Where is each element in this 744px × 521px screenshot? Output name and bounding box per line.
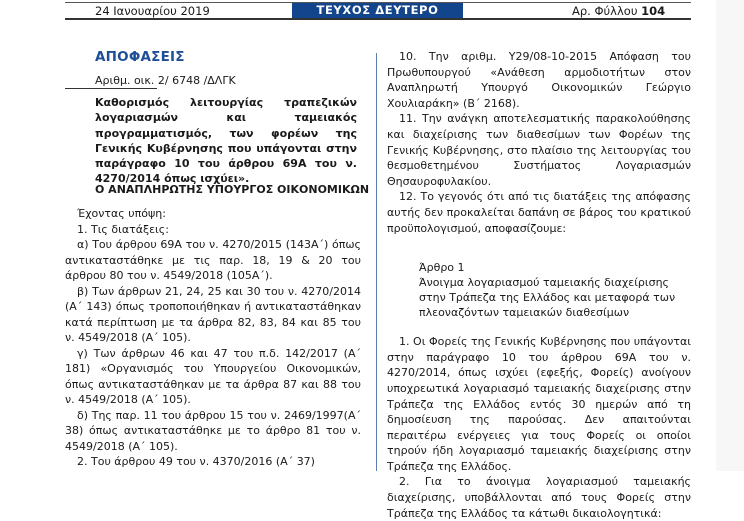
sheet-label: Αρ. Φύλλου: [572, 4, 638, 18]
paragraph: 2. Για το άνοιγμα λογαριασμού ταμειακής διαχείρισης, υποβάλλονται από τους Φορείς στην Τράπεζα της Ελλάδος τα κάτωθι δικαιολογητικά:: [387, 475, 691, 520]
paragraph: δ) Της παρ. 11 του άρθρου 15 του ν. 2469/1997(Α΄ 38) όπως αντικαταστάθηκε με το άρθρο 81 του ν. 4549/2018 (Α΄ 105).: [65, 408, 361, 453]
paragraph: 1. Τις διατάξεις:: [77, 222, 169, 236]
paragraph: 1. Οι Φορείς της Γενικής Κυβέρνησης που υπάγονται στην παράγραφο 10 του άρθρου 69Α του ν. 4270/2014, όπως ισχύει (εφεξής, Φορείς) ανοίγουν υποχρεωτικά λογαριασμό ταμειακής διαχείρισης στην Τράπεζα της Ελλάδος εντός 30 ημερών από τη δημοσίευση της παρούσας. Δεν απαιτούνται περαιτέρω ενέργειες για τους Φορείς οι οποίοι τηρούν ήδη λογαριασμό ταμειακής διαχείρισης στην Τράπεζα της Ελλάδος.: [387, 335, 691, 473]
article-number: Άρθρο 1: [419, 261, 465, 275]
decision-subject: Καθορισμός λειτουργίας τραπεζικών λογαριασμών και ταμειακός προγραμματισμός, των φορέων της Γενικής Κυβέρνησης που υπάγονται στην παράγραφο 10 του άρθρου 69Α του ν. 4270/2014 όπως ισχύει».: [95, 96, 357, 186]
header-sheet-number: [572, 4, 665, 18]
sheet-number: 104: [641, 4, 666, 18]
left-column: [65, 206, 361, 470]
signatory-title: Ο ΑΝΑΠΛΗΡΩΤΗΣ ΥΠΟΥΡΓΟΣ ΟΙΚΟΝΟΜΙΚΩΝ: [95, 183, 370, 196]
paragraph: Έχοντας υπόψη:: [77, 207, 166, 220]
paragraph: α) Του άρθρου 69Α του ν. 4270/2015 (143Α΄) όπως αντικαταστάθηκε με τις παρ. 18, 19 & 20 του άρθρου 80 του ν. 4549/2018 (105Α΄).: [65, 238, 361, 282]
decision-reference: Αριθμ. οικ. 2/ 6748 /ΔΛΓΚ: [95, 74, 236, 87]
header-bottom-rule: [65, 18, 691, 20]
header-issue-band: ΤΕΥΧΟΣ ΔΕΥΤΕΡΟ: [292, 3, 463, 18]
paragraph: β) Των άρθρων 21, 24, 25 και 30 του ν. 4270/2014 (Α΄ 143) όπως τροποποιήθηκαν ή αντικαταστάθηκαν κατά περίπτωση με τα άρθρα 82, 83, 84 και 85 του ν. 4549/2018 (Α΄ 105).: [65, 284, 361, 344]
column-divider: [376, 53, 377, 471]
paragraph: γ) Των άρθρων 46 και 47 του π.δ. 142/2017 (Α΄ 181) «Οργανισμός του Υπουργείου Οικονομικών, όπως αντικαταστάθηκαν με τα άρθρα 87 και 88 του ν. 4549/2018 (Α΄ 105).: [65, 346, 361, 406]
header-date: 24 Ιανουαρίου 2019: [95, 4, 210, 18]
paragraph: 12. Το γεγονός ότι από τις διατάξεις της απόφασης αυτής δεν προκαλείται δαπάνη σε βάρος του κρατικού προϋπολογισμού, αποφασίζουμε:: [387, 190, 691, 235]
page-margin-shade: [716, 0, 744, 471]
right-column: [387, 49, 691, 521]
paragraph: 10. Την αριθμ. Υ29/08-10-2015 Απόφαση του Πρωθυπουργού «Ανάθεση αρμοδιοτήτων στον Αναπληρωτή Υπουργό Οικονομικών Γεώργιο Χουλιαράκη» (Β΄ 2168).: [387, 50, 691, 110]
section-title: ΑΠΟΦΑΣΕΙΣ: [95, 49, 185, 65]
reference-rule: [65, 88, 157, 89]
article-heading: [419, 260, 691, 320]
paragraph: 2. Του άρθρου 49 του ν. 4370/2016 (Α΄ 37): [77, 455, 315, 468]
article-title: Άνοιγμα λογαριασμού ταμειακής διαχείρισης στην Τράπεζα της Ελλάδος και μεταφορά των πλεοναζόντων ταμειακών διαθεσίμων: [419, 276, 676, 320]
paragraph: 11. Την ανάγκη αποτελεσματικής παρακολούθησης και διαχείρισης των διαθεσίμων των Φορέων της Γενικής Κυβέρνησης, στο πλαίσιο της λειτουργίας του θεσμοθετημένου Συστήματος Λογαριασμών Θησαυροφυλακίου.: [387, 112, 691, 188]
